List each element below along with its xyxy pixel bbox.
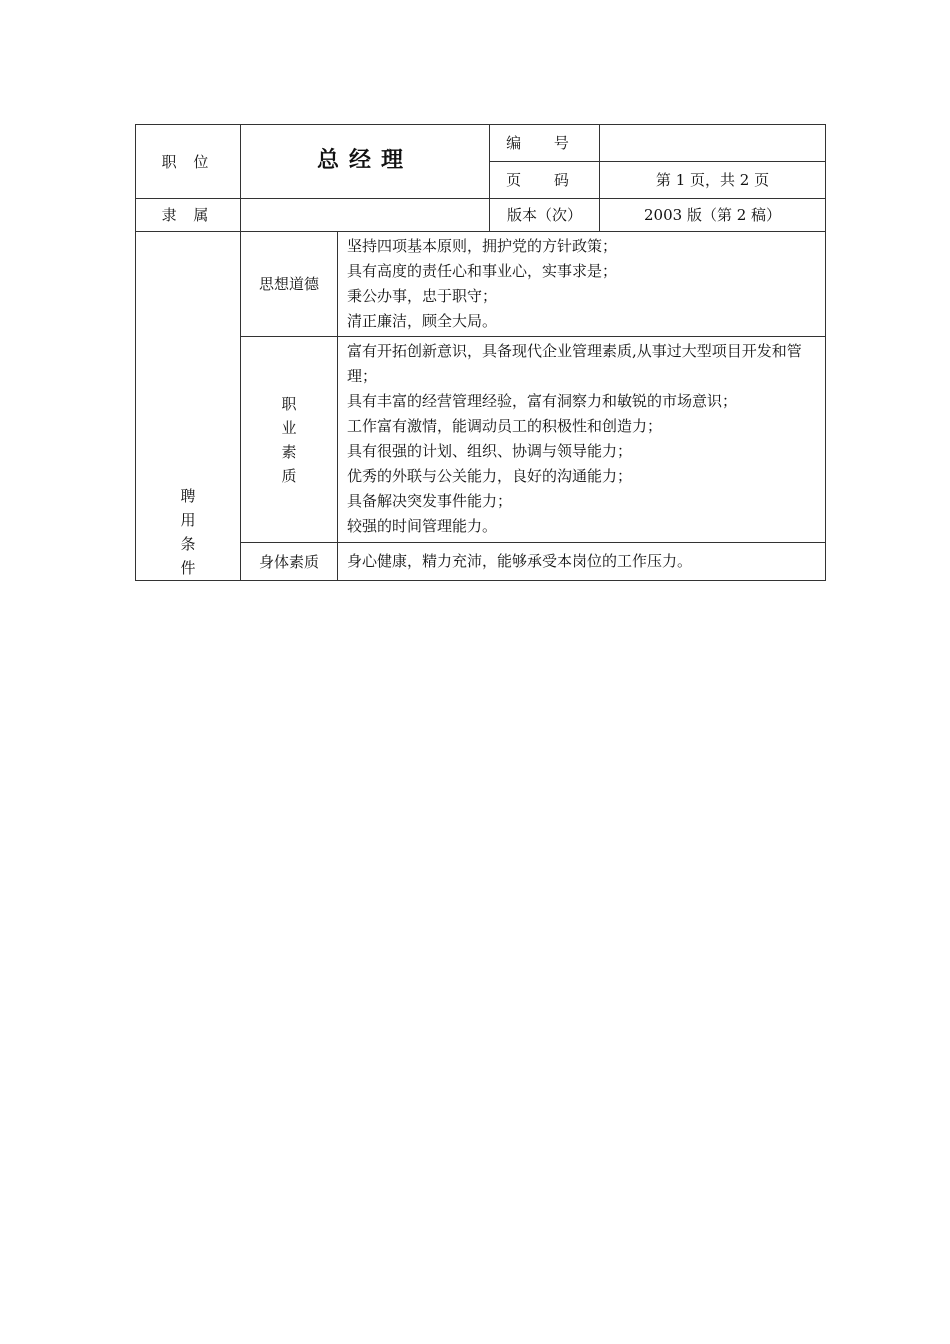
position-label: 职 位	[136, 125, 241, 199]
professional-item: 工作富有激情，能调动员工的积极性和创造力；	[347, 417, 663, 435]
page-value: 第 1 页，共 2 页	[600, 162, 826, 199]
version-value: 2003 版（第 2 稿）	[600, 199, 826, 232]
moral-item: 具有高度的责任心和事业心，实事求是；	[347, 262, 618, 280]
number-label: 编 号	[490, 125, 600, 162]
position-title: 总经理	[241, 125, 490, 199]
professional-label-cell	[241, 337, 338, 543]
affiliation-label: 隶 属	[136, 199, 241, 232]
professional-requirements	[338, 337, 826, 543]
physical-item: 身心健康，精力充沛，能够承受本岗位的工作压力。	[347, 552, 693, 570]
recruitment-conditions-label-cell	[136, 232, 241, 581]
job-description-table	[135, 124, 826, 581]
physical-label: 身体素质	[241, 543, 338, 581]
moral-item: 秉公办事，忠于职守；	[347, 287, 498, 305]
moral-requirements	[338, 232, 826, 337]
moral-item: 清正廉洁，顾全大局。	[347, 312, 498, 330]
professional-item: 较强的时间管理能力。	[347, 517, 498, 535]
professional-item: 具有很强的计划、组织、协调与领导能力；	[347, 442, 633, 460]
physical-requirement	[338, 543, 826, 581]
professional-item: 具备解决突发事件能力；	[347, 492, 513, 510]
moral-item: 坚持四项基本原则，拥护党的方针政策；	[347, 237, 618, 255]
moral-label: 思想道德	[241, 232, 338, 337]
professional-item: 富有开拓创新意识，具备现代企业管理素质,从事过大型项目开发和管理；	[347, 342, 802, 385]
number-value	[600, 125, 826, 162]
professional-label: 职业素质	[281, 394, 297, 485]
recruitment-conditions-label: 聘用条件	[180, 487, 196, 577]
version-label: 版本（次）	[490, 199, 600, 232]
page-label: 页 码	[490, 162, 600, 199]
professional-item: 具有丰富的经营管理经验，富有洞察力和敏锐的市场意识；	[347, 392, 738, 410]
professional-item: 优秀的外联与公关能力，良好的沟通能力；	[347, 467, 633, 485]
affiliation-value	[241, 199, 490, 232]
